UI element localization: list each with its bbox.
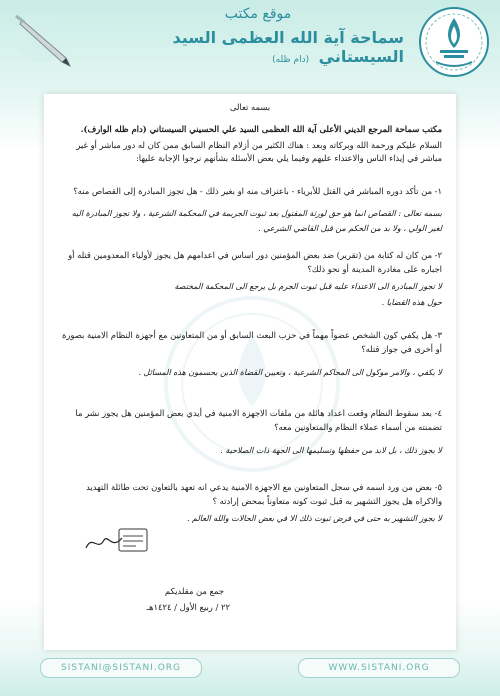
question-1: ١- من تأكد دوره المباشر في القتل للأبرياء - باعتراف منه او بغير ذلك - هل تجوز المبادرة إلى القصاص منه؟ [73, 186, 442, 196]
office-emblem-icon [416, 4, 492, 80]
question-2-line-2: اجباره على مغادرة المدينة أو نحو ذلك؟ [307, 264, 442, 274]
answer-2-line-1: لا تجوز المبادرة الى الاعتداء عليه قبل ثبوت الجرم بل يرجع الى المحكمة المختصة [174, 282, 442, 291]
greeting-line-1: السلام عليكم ورحمة الله وبركاته وبعد : هناك الكثير من أزلام النظام السابق ممن كان له دور مباشر أو غير [76, 140, 442, 150]
answer-2-line-2: حول هذه القضايا . [381, 298, 442, 307]
question-4-line-2: تضمنته من أسماء عملاء النظام والمتعاونين معه؟ [274, 422, 442, 432]
letter-date: ٢٢ / ربيع الأول / ١٤٢٤هـ [146, 602, 230, 612]
question-5-line-1: ٥- بعض من ورد اسمه في سجل المتعاونين مع الاجهزة الامنية يدعي انه تعهد بالتعاون تحت طائلة التهديد [85, 482, 442, 492]
footer-email-link[interactable]: SISTANI@SISTANI.ORG [40, 658, 202, 678]
answer-5: لا يجوز التشهير به حتى في فرض ثبوت ذلك الا في بعض الحالات والله العالم . [186, 514, 442, 523]
question-5-line-2: والاكراه هل يجوز التشهير به قبل ثبوت كونه متعاوناً بمحض إرادته ؟ [212, 496, 442, 506]
answer-4: لا يجوز ذلك ، بل لابد من حفظها وتسليمها الى الجهة ذات الصلاحية . [220, 446, 442, 455]
closing: جمع من مقلديكم [164, 586, 224, 596]
question-2-line-1: ٢- من كان له كتابة من (تقرير) ضد بعض المؤمنين دور اساس في اعدامهم هل يجوز لأولياء المعدومين قتله أو [68, 250, 442, 260]
office-seal-icon [116, 524, 150, 558]
marja-title [104, 28, 404, 66]
addressee: مكتب سماحة المرجع الديني الأعلى آية الله العظمى السيد علي الحسيني السيستاني (دام ظله الوارف). [80, 124, 442, 134]
site-title: موقع مكتب [224, 6, 292, 22]
question-3-line-2: أو أخرى في جواز قتله؟ [361, 344, 442, 354]
letter-paper [44, 94, 456, 650]
answer-3: لا يكفي ، والامر موكول الى المحاكم الشرعية ، وتعيين القضاة الذين يحسمون هذه المسائل . [138, 368, 442, 377]
question-4-line-1: ٤- بعد سقوط النظام وقعت اعداد هائلة من ملفات الاجهزة الامنية في أيدي بعض المؤمنين هل يجوز نشر ما [75, 408, 442, 418]
footer-website-link[interactable]: WWW.SISTANI.ORG [298, 658, 460, 678]
answer-1-line-1: بسمه تعالى : القصاص انما هو حق لورثة المقتول بعد ثبوت الجريمة في المحكمة الشرعية ، ولا تجوز المبادرة اليه [71, 209, 442, 218]
basmala: بسمه تعالى [229, 102, 271, 112]
header [0, 0, 500, 84]
question-3-line-1: ٣- هل يكفي كون الشخص عضواً مهماً في حزب البعث السابق أو من المتعاونين مع أجهزة النظام الامنية بصورة [61, 330, 442, 340]
answer-1-line-2: لغير الولي ، ولا بد من الحكم من قبل القاضي الشرعي . [258, 224, 442, 233]
pen-icon [14, 8, 84, 78]
marja-name: سماحة آية الله العظمى السيد السيستاني [172, 28, 404, 66]
honorific: (دام ظله) [272, 55, 310, 65]
greeting-line-2: مباشر في إيذاء الناس والاعتداء عليهم وفيما يلي بعض الأسئلة بشأنهم نرجوا الإجابة عليها: [135, 153, 442, 163]
